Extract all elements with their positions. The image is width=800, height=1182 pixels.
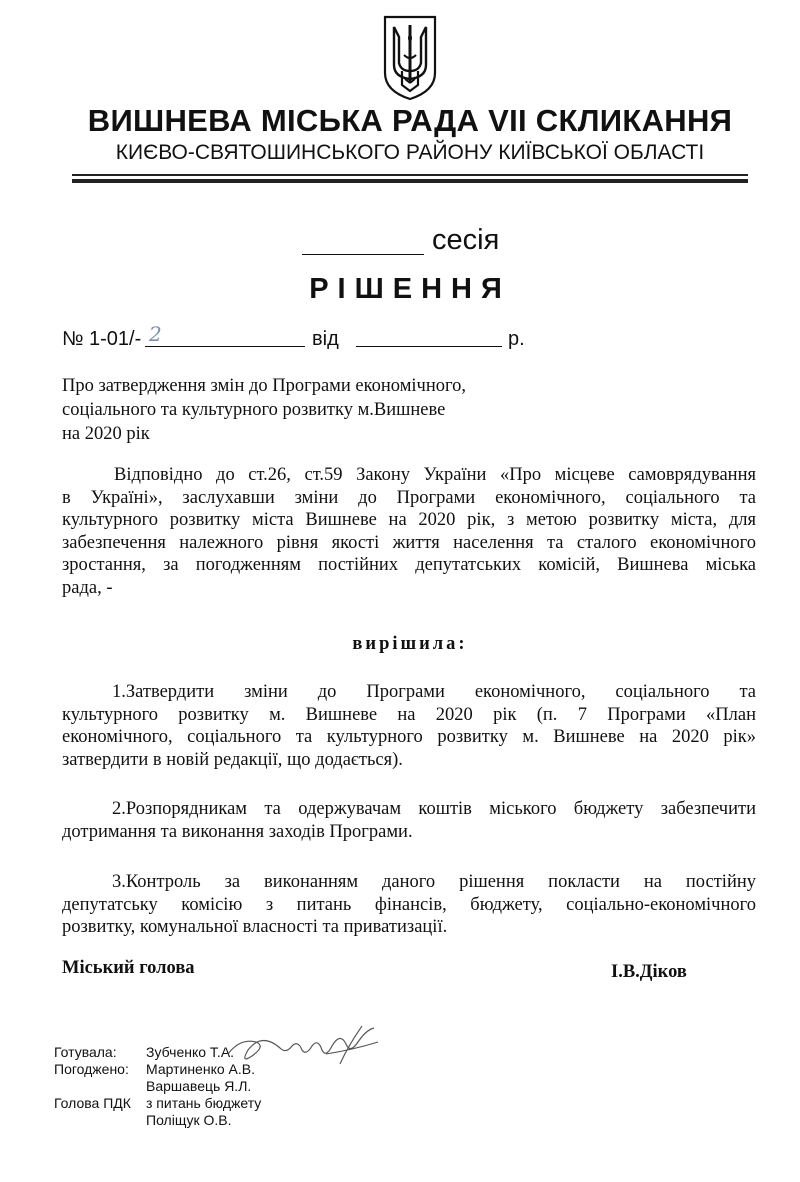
handwritten-signature <box>222 1020 382 1076</box>
decision-item-3 <box>62 871 756 939</box>
header-divider-thick <box>72 179 748 183</box>
date-from-label: від <box>312 328 339 350</box>
item-line: розвитку, комунальної власності та приватизації. <box>62 917 448 937</box>
subject-line: на 2020 рік <box>62 424 150 444</box>
item-line: 1.Затвердити зміни до Програми економічного, соціального та <box>112 682 756 702</box>
council-region-subheading: КИЄВО-СВЯТОШИНСЬКОГО РАЙОНУ КИЇВСЬКОЇ ОБЛАСТІ <box>115 141 705 164</box>
decision-number-label: № 1-01/- <box>62 328 142 350</box>
item-line: дотримання та виконання заходів Програми. <box>62 821 413 842</box>
session-number-blank <box>302 254 424 255</box>
preamble-line: забезпечення належного рівня якості життя населення та сталого економічного <box>62 532 756 553</box>
decision-subject <box>62 374 582 446</box>
resolved-heading: вирішила: <box>352 634 468 654</box>
agreed-label: Погоджено: <box>54 1061 129 1077</box>
prepared-by-label: Готувала: <box>54 1044 117 1060</box>
session-label: сесія <box>432 224 500 256</box>
decision-number-handwritten: 2 <box>149 322 162 346</box>
preamble-line: рада, - <box>62 577 113 598</box>
preamble-paragraph <box>62 464 756 599</box>
preamble-line: Відповідно до ст.26, ст.59 Закону України «Про місцеве самоврядування <box>114 465 756 485</box>
mayor-name: І.В.Діков <box>611 962 687 982</box>
preamble-line: культурного розвитку міста Вишневе на 2020 рік, з метою розвитку міста, для <box>62 510 756 530</box>
agreed-name-2: Варшавець Я.Л. <box>146 1078 252 1094</box>
ukraine-trident-emblem-icon <box>381 13 439 101</box>
decision-date-blank <box>356 346 502 347</box>
item-line: затвердити в новій редакції, що додається). <box>62 749 403 770</box>
pdk-head-label: Голова ПДК <box>54 1095 131 1111</box>
agreed-name-1: Мартиненко А.В. <box>146 1061 255 1077</box>
year-abbrev-label: р. <box>508 328 525 350</box>
item-line: 2.Розпорядникам та одержувачам коштів міського бюджету забезпечити <box>112 799 756 819</box>
prepared-by-name: Зубченко Т.А. <box>146 1044 235 1060</box>
pdk-head-name: Поліщук О.В. <box>146 1112 232 1128</box>
preamble-line: зростання, за погодженням постійних депутатських комісій, Вишнева міська <box>62 555 756 575</box>
subject-line: Про затвердження змін до Програми економічного, <box>62 376 467 396</box>
pdk-committee-role: з питань бюджету <box>146 1095 262 1111</box>
item-line: економічного, соціального та культурного розвитку м. Вишневе на 2020 рік» <box>62 727 756 747</box>
preamble-line: в Україні», заслухавши зміни до Програми економічного, соціального та <box>62 487 756 508</box>
subject-line: соціального та культурного розвитку м.Вишневе <box>62 400 446 420</box>
decision-title: РІШЕННЯ <box>309 273 511 305</box>
item-line: депутатську комісію з питань фінансів, бюджету, соціально-економічного <box>62 894 756 915</box>
header-divider-thin <box>72 174 748 176</box>
item-line: культурного розвитку м. Вишневе на 2020 рік (п. 7 Програми «План <box>62 704 756 725</box>
decision-item-2 <box>62 798 756 843</box>
item-line: 3.Контроль за виконанням даного рішення покласти на постійну <box>112 872 756 892</box>
council-name-heading: ВИШНЕВА МІСЬКА РАДА VII СКЛИКАННЯ <box>87 103 733 138</box>
decision-item-1 <box>62 681 756 771</box>
decision-number-blank <box>145 346 305 347</box>
mayor-title-label: Міський голова <box>62 958 195 978</box>
